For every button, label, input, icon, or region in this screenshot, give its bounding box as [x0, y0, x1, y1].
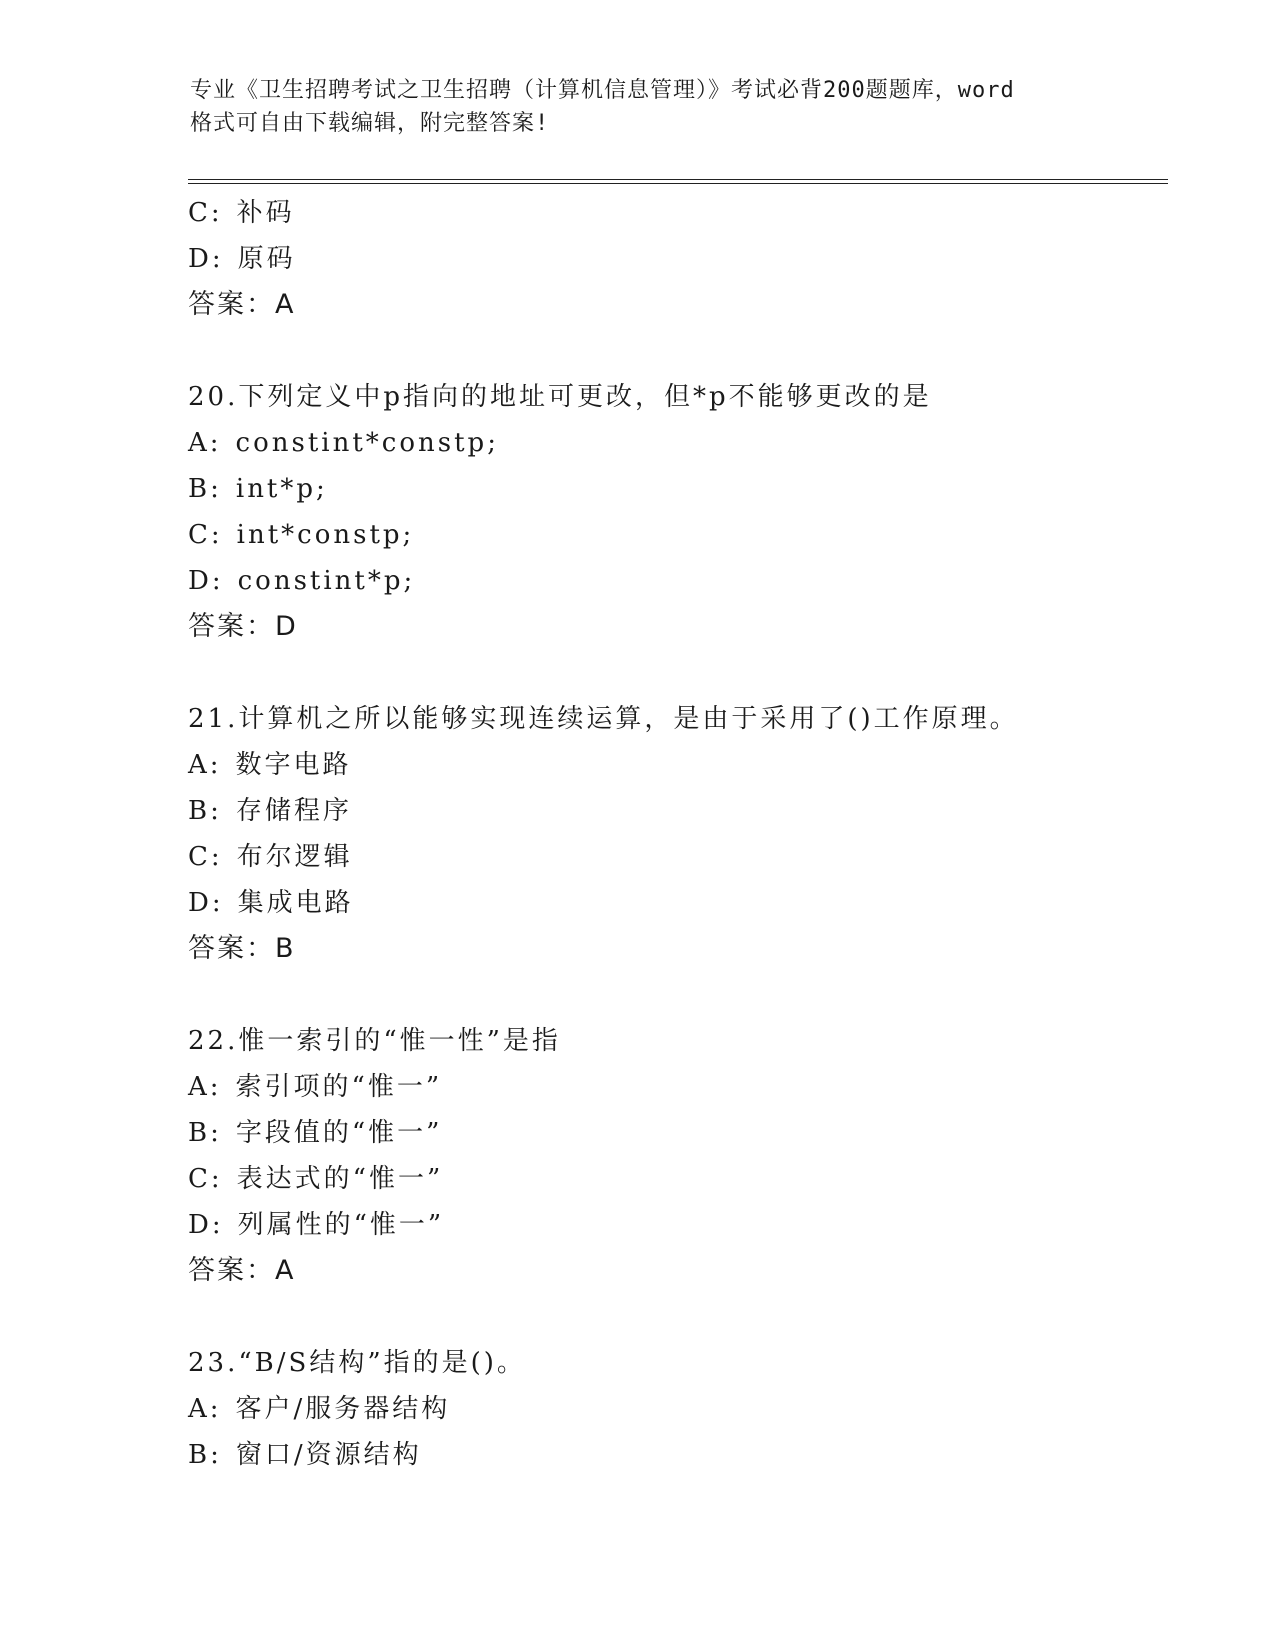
option-row: [188, 512, 1168, 558]
option-key: B:: [188, 474, 222, 504]
option-row: [188, 1156, 1168, 1202]
option-key: D:: [188, 566, 224, 596]
option-text: 客户/服务器结构: [235, 1394, 451, 1424]
option-key: C:: [188, 520, 223, 550]
option-text: 窗口/资源结构: [235, 1440, 422, 1470]
option-row: [188, 834, 1168, 880]
option-key: C:: [188, 1164, 223, 1194]
option-row: [188, 880, 1168, 926]
option-text: int*p;: [235, 474, 328, 504]
question-stem: 23.“B/S结构”指的是()。: [188, 1348, 526, 1378]
option-text: constint*p;: [237, 566, 416, 596]
option-key: B:: [188, 796, 222, 826]
option-row: [188, 788, 1168, 834]
option-row: [188, 420, 1168, 466]
option-key: A:: [188, 1072, 222, 1102]
option-text: 补码: [236, 198, 295, 228]
option-text: int*constp;: [236, 520, 415, 550]
spacer: [188, 650, 1168, 696]
option-key: B:: [188, 1118, 222, 1148]
option-key: A:: [188, 1394, 222, 1424]
option-key: B:: [188, 1440, 222, 1470]
option-key: D:: [188, 888, 224, 918]
option-row: [188, 1202, 1168, 1248]
answer-line: 答案：D: [188, 611, 298, 642]
spacer: [188, 328, 1168, 374]
question-stem: 20.下列定义中p指向的地址可更改，但*p不能够更改的是: [188, 382, 932, 412]
option-text: 列属性的“惟一”: [237, 1210, 445, 1240]
option-row: [188, 1386, 1168, 1432]
option-key: D:: [188, 1210, 224, 1240]
question-stem: 22.惟一索引的“惟一性”是指: [188, 1026, 561, 1056]
answer-line: 答案：B: [188, 933, 296, 964]
option-row: [188, 742, 1168, 788]
question-list: [188, 190, 1168, 1478]
option-key: A:: [188, 428, 222, 458]
answer-line: 答案：A: [188, 1255, 296, 1286]
option-text: 数字电路: [235, 750, 352, 780]
answer-line: 答案：A: [188, 289, 296, 320]
option-row: [188, 190, 1168, 236]
option-text: 存储程序: [235, 796, 352, 826]
header-divider-bottom: [188, 183, 1168, 184]
header-divider-top: [188, 179, 1168, 180]
header-line-1: 专业《卫生招聘考试之卫生招聘（计算机信息管理）》考试必背200题题库，word: [190, 78, 1015, 103]
option-text: constint*constp;: [235, 428, 499, 458]
option-text: 表达式的“惟一”: [236, 1164, 444, 1194]
option-text: 索引项的“惟一”: [235, 1072, 443, 1102]
question-stem: 21.计算机之所以能够实现连续运算，是由于采用了()工作原理。: [188, 704, 1019, 734]
option-key: A:: [188, 750, 222, 780]
option-row: [188, 466, 1168, 512]
option-row: [188, 558, 1168, 604]
option-text: 布尔逻辑: [236, 842, 353, 872]
option-row: [188, 1110, 1168, 1156]
header-line-2: 格式可自由下载编辑，附完整答案!: [190, 111, 550, 136]
spacer: [188, 1294, 1168, 1340]
option-key: D:: [188, 244, 224, 274]
option-key: C:: [188, 842, 223, 872]
option-text: 集成电路: [237, 888, 354, 918]
option-row: [188, 1064, 1168, 1110]
document-header: [190, 74, 1090, 140]
option-key: C:: [188, 198, 223, 228]
option-text: 字段值的“惟一”: [235, 1118, 443, 1148]
option-row: [188, 236, 1168, 282]
spacer: [188, 972, 1168, 1018]
option-text: 原码: [237, 244, 296, 274]
option-row: [188, 1432, 1168, 1478]
